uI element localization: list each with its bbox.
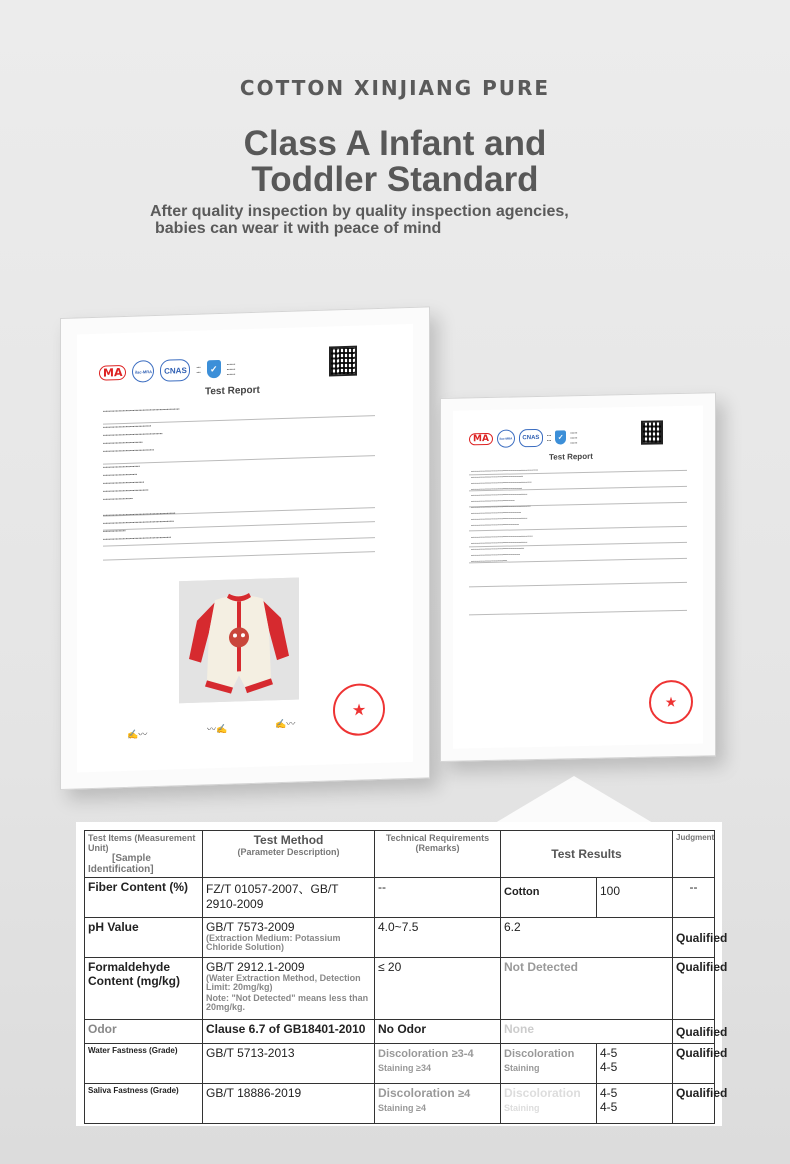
- row-method: GB/T 18886-2019: [203, 1084, 375, 1124]
- qr-code-icon: [641, 420, 663, 444]
- row-method: FZ/T 01057-2007、GB/T 2910-2009: [203, 878, 375, 918]
- row-tech: ≤ 20: [375, 958, 501, 1020]
- kicker-heading: COTTON XINJIANG PURE: [239, 76, 551, 100]
- row-item: Water Fastness (Grade): [85, 1044, 203, 1084]
- row-tech: [375, 1044, 501, 1084]
- spotlight-pointer: [490, 776, 658, 826]
- header-items-label: Test Items (Measurement Unit): [88, 833, 196, 853]
- headline-line-1: Class A Infant and: [243, 124, 547, 163]
- subheadline: [150, 203, 670, 237]
- ilac-logo-icon: ilac-MRA: [497, 429, 515, 447]
- cnas-logo-icon: CNAS: [160, 359, 190, 382]
- table-row: [85, 1044, 715, 1084]
- product-photo: [179, 577, 299, 703]
- header-tech-label: Technical Requirements: [385, 833, 490, 843]
- ilac-logo-icon: ilac-MRA: [132, 360, 154, 383]
- contact-text: ▪▪▪▪▪▪ ▪▪▪▪▪▪ ▪▪▪▪▪▪: [226, 360, 236, 377]
- row-method-code: GB/T 7573-2009: [206, 920, 295, 934]
- row-method-note: (Water Extraction Method, Detection Limit: 20mg/kg): [206, 973, 361, 992]
- row-method: [203, 958, 375, 1020]
- row-result-values: [597, 1084, 673, 1124]
- row-value-staining: 4-5: [600, 1100, 618, 1114]
- left-report-title: Test Report: [205, 384, 260, 398]
- subheadline-line-2: babies can wear it with peace of mind: [155, 220, 442, 237]
- row-result-label: None: [501, 1020, 673, 1044]
- table-row: [85, 958, 715, 1020]
- divider: [103, 551, 375, 561]
- row-result-discoloration: Discoloration: [504, 1086, 581, 1100]
- divider: [469, 610, 687, 616]
- left-report-frame: [60, 306, 430, 790]
- row-result-value: 100: [597, 878, 673, 918]
- row-tech: No Odor: [375, 1020, 501, 1044]
- row-value-discoloration: 4-5: [600, 1086, 618, 1100]
- row-tech-staining: Staining ≥4: [378, 1103, 426, 1113]
- header-test-results: [501, 831, 673, 878]
- row-tech-discoloration-value: ≥3-4: [451, 1048, 474, 1060]
- table-header-row: [85, 831, 715, 878]
- header-items-sub: [Sample Identification]: [88, 853, 154, 875]
- cma-logo-icon: MA: [99, 364, 126, 380]
- row-item: Saliva Fastness (Grade): [85, 1084, 203, 1124]
- row-item: Formaldehyde Content (mg/kg): [85, 958, 203, 1020]
- row-value-staining: 4-5: [600, 1060, 618, 1074]
- test-results-panel: [76, 822, 728, 1126]
- row-tech-discoloration: Discoloration: [378, 1048, 449, 1060]
- signature: ✍〰: [275, 719, 296, 731]
- row-method-note: (Extraction Medium: Potassium Chloride Solution): [206, 933, 341, 952]
- header-tech-sub: (Remarks): [415, 843, 460, 853]
- romper-image: [179, 577, 299, 703]
- row-result-staining: Staining: [504, 1103, 540, 1113]
- left-report-logos: [99, 357, 235, 383]
- header-test-method: [203, 831, 375, 878]
- row-result-labels: [501, 1084, 597, 1124]
- row-result-labels: [501, 1044, 597, 1084]
- header-results-label: Test Results: [551, 847, 622, 861]
- header-method-label: Test Method: [253, 833, 324, 847]
- row-judgment: Qualified: [673, 1084, 715, 1124]
- qr-code-icon: [329, 346, 357, 377]
- row-method-note-2: Note: "Not Detected" means less than 20mg/kg.: [206, 993, 369, 1012]
- row-method: Clause 6.7 of GB18401-2010: [203, 1020, 375, 1044]
- row-judgment: Qualified: [673, 918, 715, 958]
- row-tech: [375, 1084, 501, 1124]
- header-test-items: [85, 831, 203, 878]
- row-judgment: Qualified: [673, 1020, 715, 1044]
- table-row: [85, 1084, 715, 1124]
- row-judgment: Qualified: [673, 1044, 715, 1084]
- header-judgment: Judgment: [673, 831, 715, 878]
- cma-logo-icon: MA: [469, 433, 493, 446]
- row-tech-staining: Staining ≥34: [378, 1063, 431, 1073]
- report-fine-print: ▪▪▪▪▪▪▪▪▪▪▪▪▪▪▪▪▪▪▪▪▪▪▪▪▪▪▪▪▪▪▪▪▪▪▪▪▪▪▪▪▪▪▪▪▪▪▪▪▪▪▪▪▪▪▪▪▪▪▪▪▪▪▪ ▪▪▪▪▪▪▪▪▪▪▪▪▪▪▪▪▪▪▪▪▪▪▪▪▪▪▪▪▪▪▪▪▪▪▪▪▪▪▪▪▪▪▪▪▪▪▪▪▪ ▪▪▪▪▪▪▪▪▪▪▪▪▪▪▪▪▪▪▪▪▪▪▪▪▪▪▪▪▪▪▪▪▪▪▪▪▪▪▪▪▪▪▪▪▪▪▪▪▪▪▪▪▪▪▪▪▪ ▪▪▪▪▪▪▪▪▪▪▪▪▪▪▪▪▪▪▪▪▪▪▪▪▪▪▪▪▪▪▪▪▪▪▪▪▪▪▪▪▪▪▪▪▪▪▪▪ ▪▪▪▪▪▪▪▪▪▪▪▪▪▪▪▪▪▪▪▪▪▪▪▪▪▪▪▪▪▪▪▪▪▪▪▪▪▪▪▪▪▪▪▪▪▪▪▪▪▪▪▪▪ ▪▪▪▪▪▪▪▪▪▪▪▪▪▪▪▪▪▪▪▪▪▪▪▪▪▪▪▪▪▪▪▪▪▪▪▪▪▪▪▪▪ ▪▪▪▪▪▪▪▪▪▪▪▪▪▪▪▪▪▪▪▪▪▪▪▪▪▪▪▪▪▪▪▪▪▪▪▪▪▪▪▪▪▪▪▪▪▪▪▪▪▪▪▪▪▪▪▪ ▪▪▪▪▪▪▪▪▪▪▪▪▪▪▪▪▪▪▪▪▪▪▪▪▪▪▪▪▪▪▪▪▪▪▪▪▪▪▪▪▪▪▪▪▪▪▪ ▪▪▪▪▪▪▪▪▪▪▪▪▪▪▪▪▪▪▪▪▪▪▪▪▪▪▪▪▪▪▪▪▪▪▪▪▪▪▪▪▪▪▪▪▪▪▪▪▪▪▪▪▪ ▪▪▪▪▪▪▪▪▪▪▪▪▪▪▪▪▪▪▪▪▪▪▪▪▪▪▪▪▪▪▪▪▪▪▪▪▪▪▪▪▪▪▪▪▪ ▪▪▪▪▪▪▪▪▪▪▪▪▪▪▪▪▪▪▪▪▪▪▪▪▪▪▪▪▪▪▪▪▪▪▪▪▪▪▪▪▪▪▪▪▪▪▪▪▪▪▪▪▪▪▪▪▪▪ ▪▪▪▪▪▪▪▪▪▪▪▪▪▪▪▪▪▪▪▪▪▪▪▪▪▪▪▪▪▪▪▪▪▪▪▪▪▪▪▪▪▪▪▪▪▪▪▪▪▪▪▪▪ ▪▪▪▪▪▪▪▪▪▪▪▪▪▪▪▪▪▪▪▪▪▪▪▪▪▪▪▪▪▪▪▪▪▪▪▪▪▪▪▪▪▪▪▪▪▪▪▪▪▪ ▪▪▪▪▪▪▪▪▪▪▪▪▪▪▪▪▪▪▪▪▪▪▪▪▪▪▪▪▪▪▪▪▪▪▪▪▪▪▪▪▪▪▪▪▪▪ ▪▪▪▪▪▪▪▪▪▪▪▪▪▪▪▪▪▪▪▪▪▪▪▪▪▪▪▪▪▪▪▪▪▪: [471, 467, 538, 564]
- cnas-logo-icon: CNAS: [519, 429, 543, 448]
- row-result-label: Cotton: [501, 878, 597, 918]
- row-result-values: [597, 1044, 673, 1084]
- right-report-title: Test Report: [549, 451, 593, 462]
- right-report-frame: [440, 392, 716, 762]
- official-seal-icon: ★: [333, 683, 385, 737]
- headline: [0, 126, 790, 198]
- row-method-code: GB/T 2912.1-2009: [206, 960, 305, 974]
- shield-check-icon: ✓: [207, 360, 221, 378]
- test-results-table: [84, 830, 728, 1124]
- row-method: [203, 918, 375, 958]
- row-tech-discoloration: Discoloration: [378, 1086, 455, 1100]
- accreditation-text: ▪▪▪ ▪▪▪: [196, 364, 201, 375]
- row-judgment: Qualified: [673, 958, 715, 1020]
- right-report-logos: [469, 428, 577, 448]
- official-seal-icon: ★: [649, 680, 693, 725]
- row-tech-discoloration-value: ≥4: [458, 1088, 471, 1100]
- row-tech: --: [375, 878, 501, 918]
- row-item: Fiber Content (%): [85, 878, 203, 918]
- row-item: pH Value: [85, 918, 203, 958]
- row-result-value: 6.2: [501, 918, 673, 958]
- contact-text: ▪▪▪▪▪ ▪▪▪▪▪ ▪▪▪▪▪: [570, 429, 578, 445]
- table-row: [85, 878, 715, 918]
- table-row: [85, 1020, 715, 1044]
- row-method: GB/T 5713-2013: [203, 1044, 375, 1084]
- header-method-sub: (Parameter Description): [237, 847, 340, 857]
- row-result-staining: Staining: [504, 1063, 540, 1073]
- row-value-discoloration: 4-5: [600, 1046, 618, 1060]
- shield-check-icon: ✓: [555, 430, 566, 444]
- table-row: [85, 918, 715, 958]
- row-result-discoloration: Discoloration: [504, 1048, 575, 1060]
- header-technical-requirements: [375, 831, 501, 878]
- accreditation-text: ▪▪▪ ▪▪▪: [546, 432, 552, 443]
- headline-line-2: Toddler Standard: [251, 160, 539, 199]
- row-tech: 4.0~7.5: [375, 918, 501, 958]
- divider: [469, 582, 687, 588]
- report-fine-print: ▪▪▪▪▪▪▪▪▪▪▪▪▪▪▪▪▪▪▪▪▪▪▪▪▪▪▪▪▪▪▪▪▪▪▪▪▪▪▪▪▪▪▪▪▪▪▪▪▪▪▪▪▪▪ ▪▪▪▪▪▪▪▪▪▪▪▪▪▪▪▪▪▪▪▪▪▪▪▪▪▪▪▪▪▪▪▪▪▪ ▪▪▪▪▪▪▪▪▪▪▪▪▪▪▪▪▪▪▪▪▪▪▪▪▪▪▪▪▪▪▪▪▪▪▪▪▪▪▪▪▪▪ ▪▪▪▪▪▪▪▪▪▪▪▪▪▪▪▪▪▪▪▪▪▪▪▪▪▪▪▪ ▪▪▪▪▪▪▪▪▪▪▪▪▪▪▪▪▪▪▪▪▪▪▪▪▪▪▪▪▪▪▪▪▪▪▪▪ ▪▪▪▪▪▪▪▪▪▪▪▪▪▪▪▪▪▪▪▪▪▪▪▪▪▪ ▪▪▪▪▪▪▪▪▪▪▪▪▪▪▪▪▪▪▪▪▪▪▪▪ ▪▪▪▪▪▪▪▪▪▪▪▪▪▪▪▪▪▪▪▪▪▪▪▪▪▪▪▪▪ ▪▪▪▪▪▪▪▪▪▪▪▪▪▪▪▪▪▪▪▪▪▪▪▪▪▪▪▪▪▪▪▪ ▪▪▪▪▪▪▪▪▪▪▪▪▪▪▪▪▪▪▪▪▪ ▪▪▪▪▪▪▪▪▪▪▪▪▪▪▪▪▪▪▪▪▪▪▪▪▪▪▪▪▪▪▪▪▪▪▪▪▪▪▪▪▪▪▪▪▪▪▪▪▪▪▪ ▪▪▪▪▪▪▪▪▪▪▪▪▪▪▪▪▪▪▪▪▪▪▪▪▪▪▪▪▪▪▪▪▪▪▪▪▪▪▪▪▪▪▪▪▪▪▪▪▪▪ ▪▪▪▪▪▪▪▪▪▪▪▪▪▪▪▪ ▪▪▪▪▪▪▪▪▪▪▪▪▪▪▪▪▪▪▪▪▪▪▪▪▪▪▪▪▪▪▪▪▪▪▪▪▪▪▪▪▪▪▪▪▪▪▪▪: [103, 406, 180, 542]
- right-report-paper: [453, 405, 703, 748]
- left-report-paper: [77, 324, 413, 773]
- signature: ✍〰: [127, 730, 148, 741]
- row-result-label: Not Detected: [501, 958, 673, 1020]
- row-judgment: --: [673, 878, 715, 918]
- subheadline-line-1: After quality inspection by quality inspection agencies,: [150, 203, 569, 220]
- signature: 〰✍: [207, 724, 228, 736]
- row-item: Odor: [85, 1020, 203, 1044]
